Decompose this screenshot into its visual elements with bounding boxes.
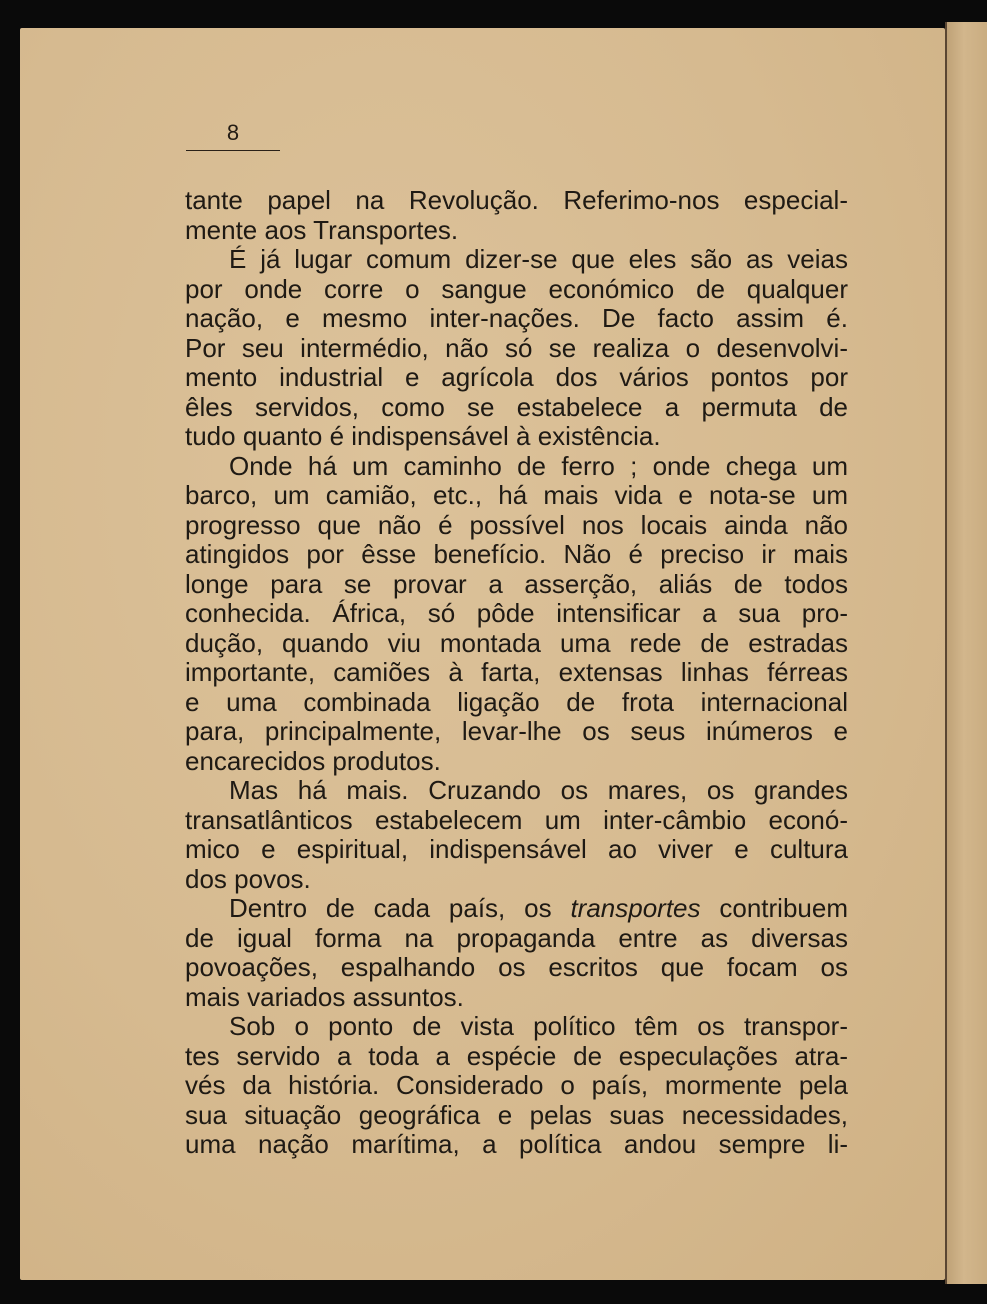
- text-line: tante papel na Revolução. Referimo-nos especial-: [185, 185, 848, 215]
- text-line: sua situação geográfica e pelas suas necessidades,: [185, 1099, 848, 1130]
- body-text: [185, 186, 848, 1160]
- text-line: tudo quanto é indispensável à existência.: [185, 421, 661, 451]
- page-number-rule: [186, 150, 280, 151]
- text-line: para, principalmente, levar-lhe os seus inúmeros e: [185, 716, 848, 746]
- text-line: de igual forma na propaganda entre as diversas: [185, 922, 848, 953]
- text-line: mais variados assuntos.: [185, 981, 464, 1012]
- text-line: Onde há um caminho de ferro ; onde chega um: [229, 450, 848, 481]
- text-line: mente aos Transportes.: [185, 214, 459, 245]
- text-run: Dentro de cada país, os: [229, 893, 571, 923]
- text-line: conhecida. África, só pôde intensificar a sua pro-: [185, 598, 848, 628]
- text-line: povoações, espalhando os escritos que focam os: [185, 952, 848, 982]
- text-line: e uma combinada ligação de frota internacional: [185, 686, 848, 717]
- text-line: uma nação marítima, a política andou sempre li-: [185, 1129, 848, 1159]
- text-line: dos povos.: [185, 863, 311, 894]
- text-line: transatlânticos estabelecem um inter-câmbio econó-: [185, 804, 848, 835]
- text-line: [185, 894, 848, 924]
- text-line: É já lugar comum dizer-se que eles são as veias: [229, 244, 848, 274]
- text-line: progresso que não é possível nos locais ainda não: [185, 509, 848, 540]
- text-line: Mas há mais. Cruzando os mares, os grandes: [229, 775, 848, 805]
- text-line: barco, um camião, etc., há mais vida e nota-se um: [185, 480, 848, 510]
- text-line: mico e espiritual, indispensável ao viver e cultura: [185, 834, 848, 864]
- text-line: Sob o ponto de vista político têm os transpor-: [229, 1011, 848, 1041]
- text-line: mento industrial e agrícola dos vários pontos por: [185, 362, 848, 392]
- text-line: nação, e mesmo inter-nações. De facto assim é.: [185, 303, 848, 333]
- text-line: dução, quando viu montada uma rede de estradas: [185, 627, 848, 658]
- page-number: 8: [226, 120, 240, 145]
- text-line: longe para se provar a asserção, aliás de todos: [185, 568, 848, 599]
- adjacent-page-edge: [945, 22, 987, 1284]
- text-line: atingidos por êsse benefício. Não é preciso ir mais: [185, 539, 848, 569]
- text-line: tes servido a toda a espécie de especulações atra-: [185, 1040, 848, 1071]
- text-line: importante, camiões à farta, extensas linhas férreas: [185, 657, 848, 687]
- text-line: Por seu intermédio, não só se realiza o desenvolvi-: [185, 332, 848, 363]
- text-line: vés da história. Considerado o país, mormente pela: [185, 1070, 848, 1100]
- text-line: encarecidos produtos.: [185, 745, 441, 776]
- text-line: êles servidos, como se estabelece a permuta de: [185, 391, 848, 422]
- text-run: contribuem: [700, 893, 848, 923]
- italic-word: transportes: [570, 893, 701, 923]
- text-line: por onde corre o sangue económico de qualquer: [185, 273, 848, 304]
